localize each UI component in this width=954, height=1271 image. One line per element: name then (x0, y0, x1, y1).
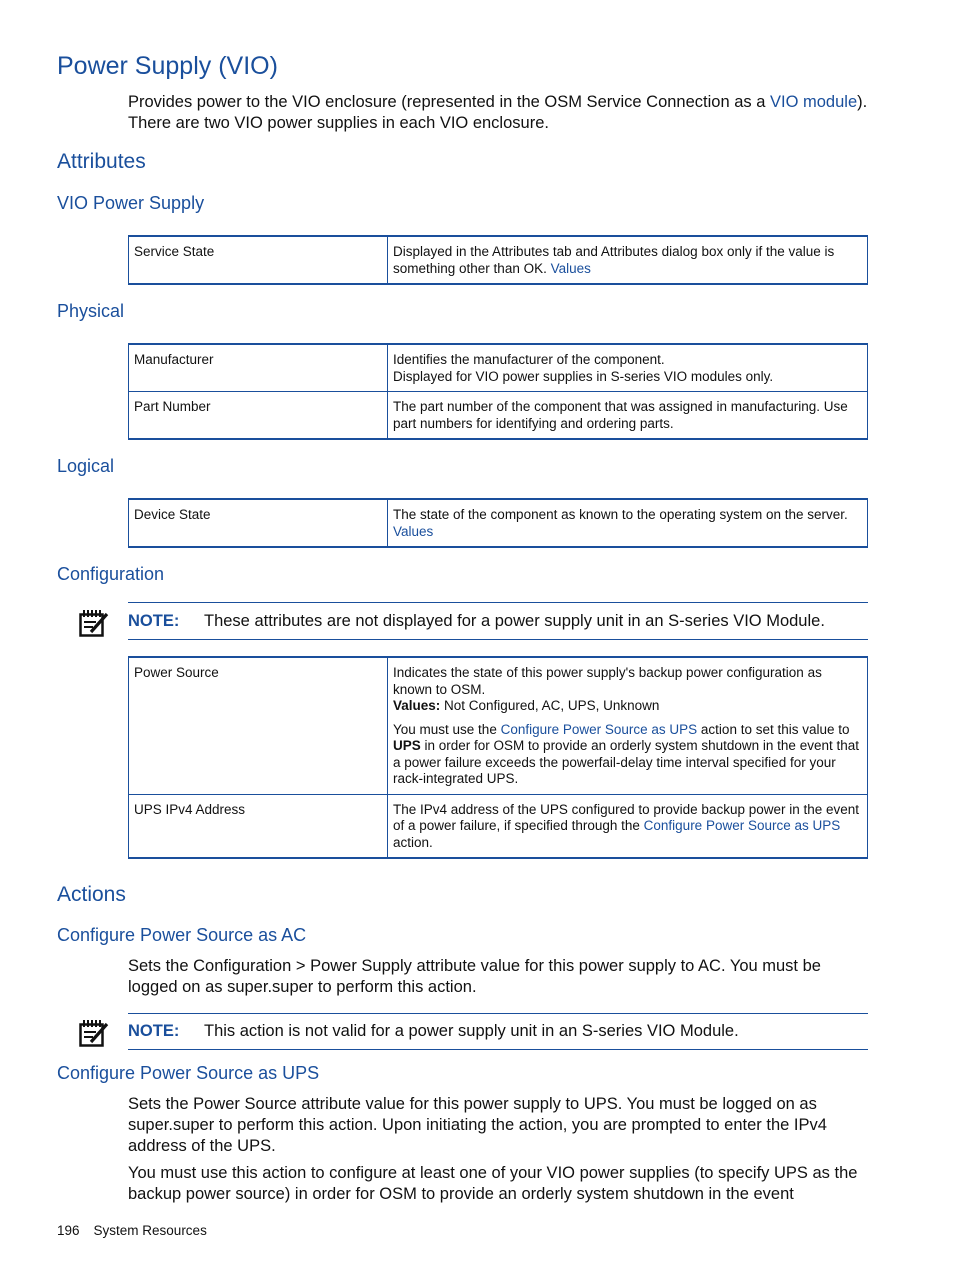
footer-section: System Resources (93, 1223, 207, 1238)
values-link[interactable]: Values (550, 260, 591, 276)
table-row (129, 344, 868, 392)
description-line: Identifies the manufacturer of the component. (393, 352, 665, 367)
description-text: Displayed in the Attributes tab and Attributes dialog box only if the value is something other than OK. (393, 244, 835, 276)
configure-ac-text: Sets the Configuration > Power Supply attribute value for this power supply to AC. You must be logged on as super.super to perform this action. (128, 957, 821, 996)
description-text: The IPv4 address of the UPS configured to provide backup power in the event of a power failure, if specified through the (393, 801, 860, 833)
configure-ac-note (128, 1013, 868, 1050)
table-row (129, 392, 868, 440)
attributes-heading: Attributes (57, 150, 146, 173)
page-footer (57, 1223, 207, 1238)
attribute-description: The part number of the component that was assigned in manufacturing. Use part numbers for identifying and ordering parts. (388, 392, 868, 440)
table-row (129, 236, 868, 284)
values-link[interactable]: Values (393, 523, 434, 539)
intro-text: Provides power to the VIO enclosure (represented in the OSM Service Connection as a (128, 93, 770, 111)
table-row (129, 794, 868, 858)
page-number: 196 (57, 1223, 80, 1238)
actions-heading: Actions (57, 883, 126, 906)
table-row (129, 657, 868, 794)
vio-power-supply-heading: VIO Power Supply (57, 193, 205, 213)
attribute-name: Part Number (129, 392, 388, 440)
description-text: action. (393, 834, 433, 850)
attribute-description (388, 794, 868, 858)
note-text: This action is not valid for a power supply unit in an S-series VIO Module. (204, 1022, 739, 1040)
vio-module-link[interactable]: VIO module (770, 93, 858, 111)
attribute-name: Manufacturer (129, 344, 388, 392)
values-list: Not Configured, AC, UPS, Unknown (440, 698, 660, 713)
configuration-note (128, 602, 868, 640)
configure-power-source-ups-link[interactable]: Configure Power Source as UPS (643, 818, 841, 833)
attribute-description (388, 344, 868, 392)
configure-ups-heading: Configure Power Source as UPS (57, 1063, 320, 1083)
description-paragraph (393, 722, 862, 788)
note-label: NOTE: (128, 1022, 180, 1040)
description-text: Indicates the state of this power supply's backup power configuration as known to OSM. (393, 665, 822, 697)
attribute-description (388, 236, 868, 284)
description-text: in order for OSM to provide an orderly system shutdown in the event that a power failure exceeds the powerfail-delay time interval specified for your rack-integrated UPS. (393, 738, 859, 786)
page-title: Power Supply (VIO) (57, 52, 278, 80)
configuration-table (128, 656, 868, 859)
attribute-name: Service State (129, 236, 388, 284)
attribute-name: Power Source (129, 657, 388, 794)
logical-table (128, 498, 868, 548)
description-text: The state of the component as known to the operating system on the server. (393, 507, 848, 522)
intro-paragraph (128, 92, 868, 134)
physical-heading: Physical (57, 301, 125, 321)
ups-bold: UPS (393, 738, 421, 753)
note-pad-pencil-icon (78, 1018, 110, 1048)
note-text: These attributes are not displayed for a power supply unit in an S-series VIO Module. (204, 611, 825, 630)
note-pad-pencil-icon (78, 608, 110, 638)
configure-power-source-ups-link[interactable]: Configure Power Source as UPS (500, 721, 698, 737)
description-text: action to set this value to (697, 721, 850, 737)
configure-ups-paragraph-2: You must use this action to configure at least one of your VIO power supplies (to specify UPS as the backup power source) in order for OSM to provide an orderly system shutdown in the event (128, 1164, 858, 1203)
attribute-description (388, 657, 868, 794)
note-label: NOTE: (128, 611, 180, 630)
description-paragraph (393, 665, 862, 715)
logical-heading: Logical (57, 456, 115, 476)
intro-text-end: ). There are two VIO power supplies in each VIO enclosure. (128, 93, 868, 132)
configure-ac-heading: Configure Power Source as AC (57, 925, 307, 945)
attribute-name: Device State (129, 499, 388, 547)
attribute-description (388, 499, 868, 547)
vio-power-supply-table (128, 235, 868, 285)
attribute-name: UPS IPv4 Address (129, 794, 388, 858)
description-line: Displayed for VIO power supplies in S-series VIO modules only. (393, 368, 774, 384)
description-text: You must use the (393, 721, 501, 737)
table-row (129, 499, 868, 547)
configure-ups-paragraph-1: Sets the Power Source attribute value for this power supply to UPS. You must be logged on as super.super to perform this action. Upon initiating the action, you are prompted to enter the IPv4 address of the UPS. (128, 1095, 827, 1155)
values-label: Values: (393, 698, 441, 713)
configuration-heading: Configuration (57, 564, 165, 584)
physical-table (128, 343, 868, 440)
